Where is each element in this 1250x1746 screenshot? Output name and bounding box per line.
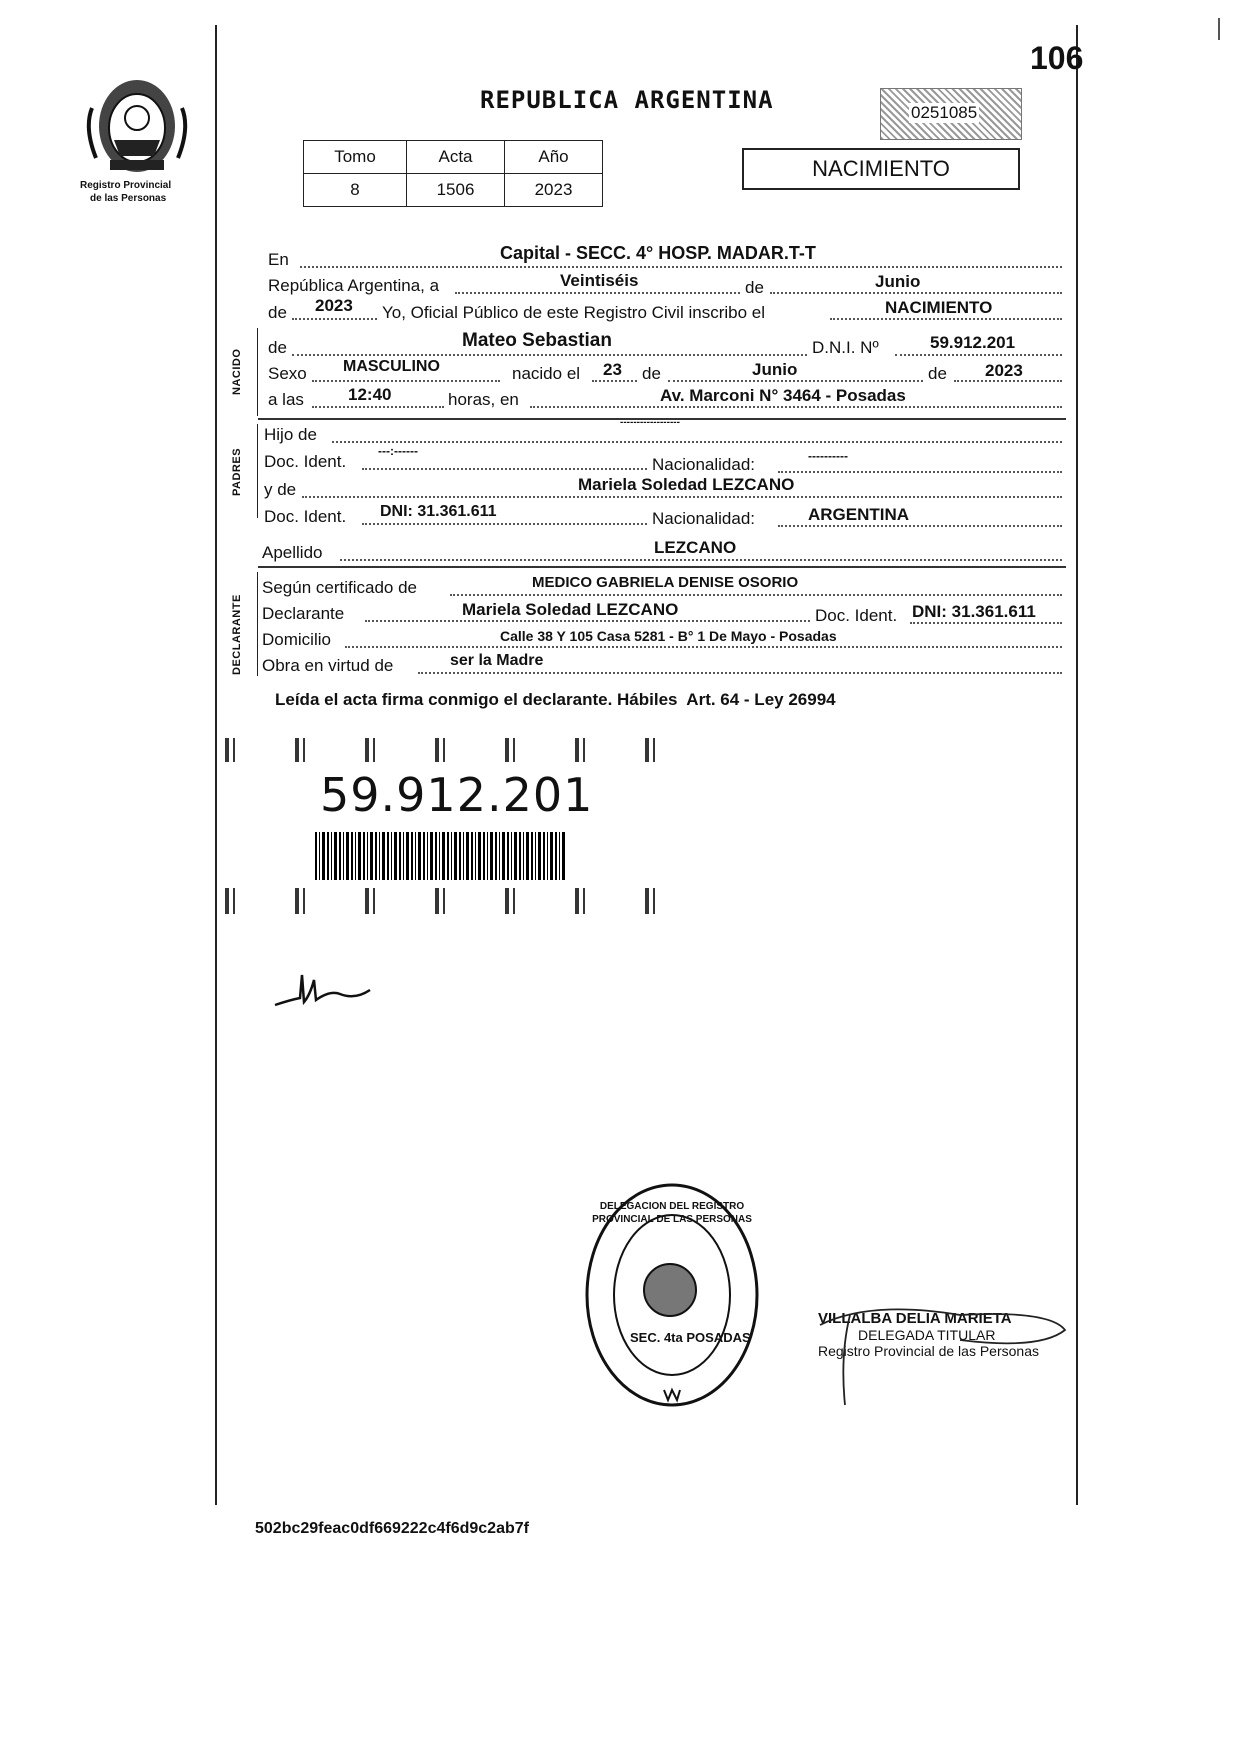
value-madre-nac: ARGENTINA bbox=[808, 505, 910, 524]
dotted-line bbox=[332, 441, 1062, 443]
label-obra-virtud: Obra en virtud de bbox=[262, 656, 394, 675]
label-a-las: a las bbox=[268, 390, 304, 409]
security-pattern-bottom bbox=[225, 888, 665, 914]
value-anio-nac: 2023 bbox=[985, 361, 1023, 380]
value-hora: 12:40 bbox=[348, 385, 392, 404]
table-header: Tomo bbox=[304, 141, 407, 174]
label-de: de bbox=[745, 278, 764, 297]
dotted-line bbox=[450, 594, 1062, 596]
provincial-logo bbox=[82, 68, 192, 178]
value-madre: Mariela Soledad LEZCANO bbox=[578, 475, 795, 494]
official-seal bbox=[582, 1180, 762, 1410]
value-declarante-doc: DNI: 31.361.611 bbox=[912, 602, 1036, 621]
value-dni: 59.912.201 bbox=[930, 333, 1016, 352]
dotted-line bbox=[778, 525, 1062, 527]
handwritten-initials bbox=[270, 970, 380, 1020]
label-segun-certificado: Según certificado de bbox=[262, 578, 417, 597]
legal-note: Leída el acta firma conmigo el declarante. Hábiles Art. 64 - Ley 26994 bbox=[275, 690, 836, 709]
label-horas-en: horas, en bbox=[448, 390, 519, 409]
section-divider-padres bbox=[257, 424, 258, 518]
section-divider-declarante bbox=[257, 572, 258, 676]
officer-name: VILLALBA DELIA MARIETA bbox=[818, 1310, 1012, 1327]
stamp-number: 0251085 bbox=[911, 103, 978, 122]
officer-institution: Registro Provincial de las Personas bbox=[818, 1343, 1039, 1359]
label-declarante: Declarante bbox=[262, 604, 345, 623]
dotted-line bbox=[362, 468, 647, 470]
dotted-line bbox=[292, 318, 377, 320]
label-de-mes: de bbox=[642, 364, 661, 383]
officer-title: DELEGADA TITULAR bbox=[858, 1327, 996, 1343]
value-dia-texto: Veintiséis bbox=[560, 271, 639, 290]
label-nacionalidad-1: Nacionalidad: bbox=[652, 455, 756, 474]
dotted-line bbox=[530, 406, 1062, 408]
value-lugar: Capital - SECC. 4° HOSP. MADAR.T-T bbox=[500, 243, 816, 263]
label-apellido: Apellido bbox=[262, 543, 323, 562]
left-margin-line bbox=[215, 25, 217, 1505]
seal-ring-text: DELEGACION DEL REGISTRO PROVINCIAL DE LAS PERSONAS bbox=[592, 1201, 752, 1225]
value-sexo: MASCULINO bbox=[343, 358, 440, 375]
logo-caption-2: de las Personas bbox=[90, 193, 167, 204]
value-mes-nac: Junio bbox=[752, 360, 798, 379]
value-declarante: Mariela Soledad LEZCANO bbox=[462, 600, 679, 619]
document-type-box: NACIMIENTO bbox=[742, 148, 1020, 190]
label-domicilio: Domicilio bbox=[262, 630, 331, 649]
corner-tick bbox=[1218, 18, 1220, 40]
dotted-line bbox=[778, 471, 1062, 473]
label-hijo-de: Hijo de bbox=[264, 425, 317, 444]
label-sexo: Sexo bbox=[268, 364, 307, 383]
value-obra: ser la Madre bbox=[450, 652, 544, 669]
dotted-line bbox=[910, 622, 1062, 624]
value-tipo: NACIMIENTO bbox=[885, 298, 993, 317]
dotted-line bbox=[312, 406, 444, 408]
section-rule bbox=[258, 566, 1066, 568]
document-hash: 502bc29feac0df669222c4f6d9c2ab7f bbox=[255, 1520, 529, 1537]
value-mes: Junio bbox=[875, 272, 921, 291]
dotted-line bbox=[830, 318, 1062, 320]
value-domicilio: Calle 38 Y 105 Casa 5281 - B° 1 De Mayo - Posadas bbox=[500, 628, 837, 644]
security-pattern-top bbox=[225, 738, 665, 762]
security-stamp bbox=[880, 88, 1022, 140]
dotted-line bbox=[340, 559, 1062, 561]
barcode-number: 59.912.201 bbox=[320, 768, 594, 822]
value-madre-doc: DNI: 31.361.611 bbox=[380, 503, 497, 520]
value-direccion-nac: Av. Marconi N° 3464 - Posadas bbox=[660, 386, 906, 405]
dotted-line bbox=[895, 354, 1062, 356]
value-padre-doc: ---:------ bbox=[378, 444, 418, 458]
label-dni: D.N.I. Nº bbox=[812, 338, 879, 357]
dotted-line bbox=[418, 672, 1062, 674]
label-nacido-el: nacido el bbox=[512, 364, 581, 383]
label-doc-ident-1: Doc. Ident. bbox=[264, 452, 347, 471]
dotted-line bbox=[345, 646, 1062, 648]
section-divider-nacido bbox=[257, 328, 258, 416]
label-doc-ident-2: Doc. Ident. bbox=[264, 507, 347, 526]
page-title: REPUBLICA ARGENTINA bbox=[480, 86, 774, 114]
table-header: Acta bbox=[407, 141, 505, 174]
page-number: 106 bbox=[1030, 40, 1084, 76]
dotted-line bbox=[300, 266, 1062, 268]
dotted-line bbox=[292, 354, 807, 356]
dotted-line bbox=[365, 620, 810, 622]
value-anio: 2023 bbox=[315, 296, 353, 315]
label-doc-ident-decl: Doc. Ident. bbox=[815, 606, 898, 625]
seal-inner-text: SEC. 4ta POSADAS bbox=[630, 1330, 751, 1345]
value-apellido: LEZCANO bbox=[654, 538, 737, 557]
table-cell: 2023 bbox=[505, 174, 603, 207]
label-republica: República Argentina, a bbox=[268, 276, 440, 295]
side-label-padres: PADRES bbox=[231, 447, 243, 496]
registry-table bbox=[303, 140, 603, 207]
label-yo-oficial: Yo, Oficial Público de este Registro Civil inscribo el bbox=[382, 303, 765, 322]
side-label-declarante: DECLARANTE bbox=[231, 594, 243, 675]
label-nacionalidad-2: Nacionalidad: bbox=[652, 509, 756, 528]
label-de-year: de bbox=[268, 303, 287, 322]
table-header: Año bbox=[505, 141, 603, 174]
label-de-anio: de bbox=[928, 364, 947, 383]
value-padre: ------------------ bbox=[620, 417, 680, 428]
label-de-name: de bbox=[268, 338, 287, 357]
side-label-nacido: NACIDO bbox=[231, 348, 243, 395]
barcode bbox=[315, 832, 565, 880]
dotted-line bbox=[770, 292, 1062, 294]
table-cell: 1506 bbox=[407, 174, 505, 207]
dotted-line bbox=[668, 380, 923, 382]
right-margin-line bbox=[1076, 25, 1078, 1505]
label-en: En bbox=[268, 250, 289, 269]
dotted-line bbox=[312, 380, 500, 382]
logo-caption-1: Registro Provincial bbox=[80, 180, 172, 191]
dotted-line bbox=[592, 380, 637, 382]
value-certificado: MEDICO GABRIELA DENISE OSORIO bbox=[532, 574, 799, 591]
value-nombre: Mateo Sebastian bbox=[462, 330, 612, 351]
dotted-line bbox=[302, 496, 1062, 498]
label-y-de: y de bbox=[264, 480, 297, 499]
table-cell: 8 bbox=[304, 174, 407, 207]
dotted-line bbox=[362, 523, 647, 525]
value-dia-nac: 23 bbox=[603, 360, 622, 379]
officer-signature bbox=[810, 1295, 1070, 1420]
dotted-line bbox=[455, 292, 740, 294]
value-padre-nac: ---------- bbox=[808, 449, 848, 463]
